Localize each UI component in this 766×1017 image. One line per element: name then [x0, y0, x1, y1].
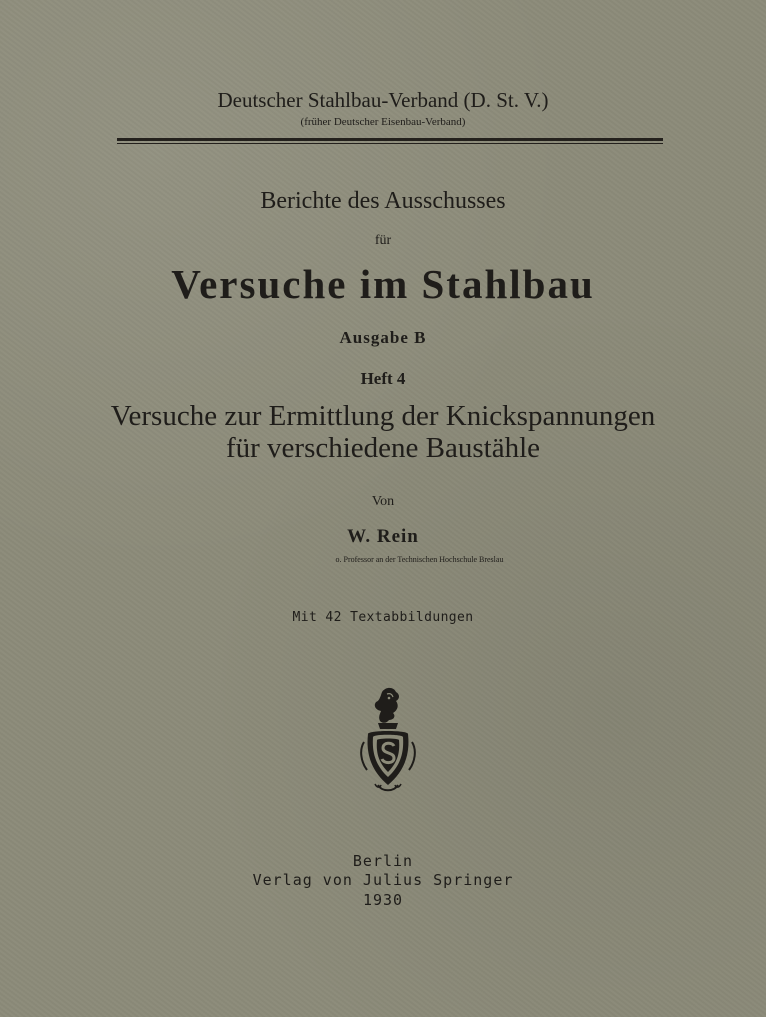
- issue-label: Heft 4: [360, 369, 406, 388]
- former-association-name: (früher Deutscher Eisenbau-Verband): [300, 116, 466, 128]
- springer-chess-knight-emblem-icon: [356, 684, 420, 796]
- thick-divider-line: [117, 138, 663, 141]
- publisher-city: Berlin: [352, 852, 414, 870]
- association-name: Deutscher Stahlbau-Verband (D. St. V.): [217, 88, 549, 112]
- book-title-line-2: für verschiedene Baustähle: [225, 432, 541, 464]
- edition-label: Ausgabe B: [339, 328, 427, 347]
- byline-von: Von: [371, 494, 395, 509]
- publication-year: 1930: [362, 891, 404, 909]
- series-connector: für: [374, 233, 392, 248]
- thin-divider-line: [117, 143, 663, 144]
- figures-note: Mit 42 Textabbildungen: [292, 610, 474, 625]
- series-title: Versuche im Stahlbau: [171, 261, 595, 307]
- author-name: W. Rein: [347, 526, 419, 547]
- book-title-line-1: Versuche zur Ermittlung der Knickspannungen: [110, 400, 656, 432]
- publisher-name: Verlag von Julius Springer: [252, 871, 514, 889]
- series-line: Berichte des Ausschusses: [260, 188, 506, 214]
- author-affiliation: o. Professor an der Technischen Hochschule Breslau: [335, 555, 504, 564]
